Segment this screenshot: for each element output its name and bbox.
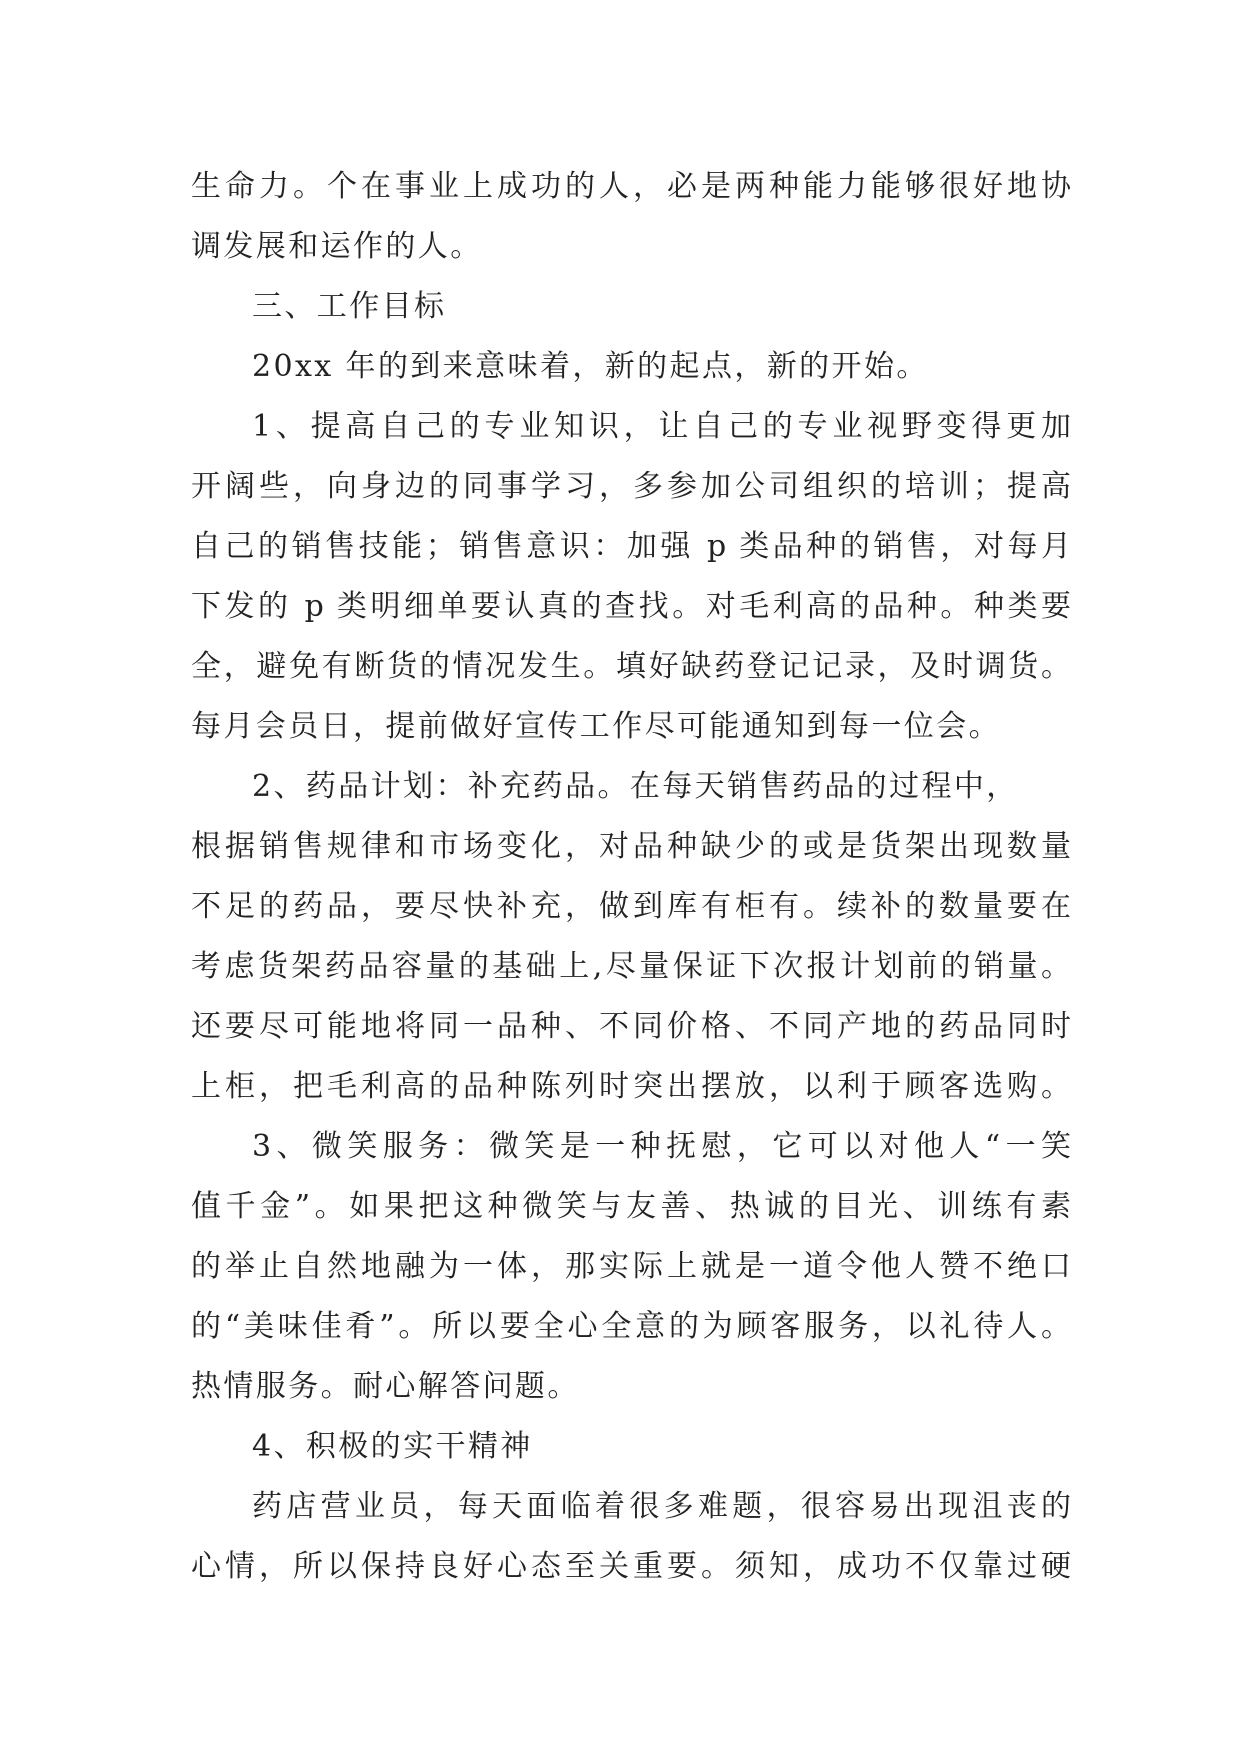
list-item-heading: 2、药品计划：补充药品。在每天销售药品的过程中， bbox=[252, 769, 1019, 804]
paragraph-line: 自己的销售技能；销售意识：加强 p 类品种的销售，对每月 bbox=[191, 529, 1071, 564]
paragraph-line: 的举止自然地融为一体，那实际上就是一道令他人赞不绝口 bbox=[191, 1249, 1071, 1284]
paragraph-line: 还要尽可能地将同一品种、不同价格、不同产地的药品同时 bbox=[191, 1009, 1071, 1044]
paragraph-line: 20xx 年的到来意味着，新的起点，新的开始。 bbox=[252, 349, 929, 384]
section-heading: 三、工作目标 bbox=[252, 289, 447, 324]
paragraph-line: 考虑货架药品容量的基础上,尽量保证下次报计划前的销量。 bbox=[191, 949, 1071, 984]
paragraph-line: 热情服务。耐心解答问题。 bbox=[191, 1369, 580, 1404]
paragraph-line: 根据销售规律和市场变化，对品种缺少的或是货架出现数量 bbox=[191, 829, 1071, 864]
paragraph-line: 上柜，把毛利高的品种陈列时突出摆放，以利于顾客选购。 bbox=[191, 1069, 1071, 1104]
paragraph-line: 每月会员日，提前做好宣传工作尽可能通知到每一位会。 bbox=[191, 709, 1001, 744]
paragraph-line: 开阔些，向身边的同事学习，多参加公司组织的培训；提高 bbox=[191, 469, 1071, 504]
paragraph-line: 不足的药品，要尽快补充，做到库有柜有。续补的数量要在 bbox=[191, 889, 1071, 924]
paragraph-line: 心情，所以保持良好心态至关重要。须知，成功不仅靠过硬 bbox=[191, 1549, 1071, 1584]
paragraph-line: 的“美味佳肴”。所以要全心全意的为顾客服务，以礼待人。 bbox=[191, 1309, 1071, 1344]
paragraph-line: 调发展和运作的人。 bbox=[191, 229, 483, 264]
paragraph-line: 全，避免有断货的情况发生。填好缺药登记记录，及时调货。 bbox=[191, 649, 1071, 684]
document-body bbox=[191, 157, 1071, 1597]
list-item-heading: 3、微笑服务：微笑是一种抚慰，它可以对他人“一笑 bbox=[252, 1129, 1071, 1164]
paragraph-line: 生命力。个在事业上成功的人，必是两种能力能够很好地协 bbox=[191, 169, 1071, 204]
list-item-heading: 4、积极的实干精神 bbox=[252, 1429, 533, 1464]
paragraph-line: 值千金”。如果把这种微笑与友善、热诚的目光、训练有素 bbox=[191, 1189, 1071, 1224]
paragraph-line: 下发的 p 类明细单要认真的查找。对毛利高的品种。种类要 bbox=[191, 589, 1071, 624]
paragraph-line: 药店营业员，每天面临着很多难题，很容易出现沮丧的 bbox=[252, 1489, 1071, 1524]
list-item-heading: 1、提高自己的专业知识，让自己的专业视野变得更加 bbox=[252, 409, 1071, 444]
